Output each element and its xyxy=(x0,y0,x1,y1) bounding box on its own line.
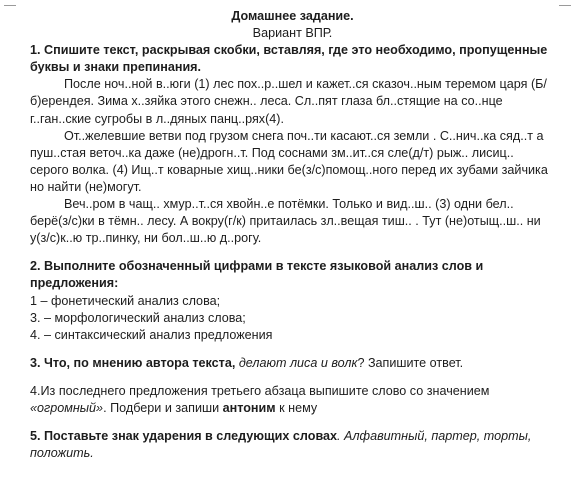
task2-item-1: 1 – фонетический анализ слова; xyxy=(30,293,221,308)
task5 xyxy=(30,428,555,462)
task4-part2: . Подбери и запиши xyxy=(103,400,220,415)
task2-item-2: 3. – морфологический анализ слова; xyxy=(30,310,246,325)
task3 xyxy=(30,355,555,372)
homework-document xyxy=(30,8,555,462)
task1-paragraph-3: Веч..ром в чащ.. хмур..т..ся хвойн..е потёмки. Только и вид..ш.. (3) одни бел.. берё(з/с)ки в тёмн.. лесу. А вокру(г/к) притаилась зл..вещая тиш.. . Тут (не)отыщ..ш.. ни у(з/с)к..ю тр..пинку, ни бол..ш..ю д..рогу. xyxy=(30,197,541,246)
task5-title: 5. Поставьте знак ударения в следующих словах xyxy=(30,429,338,444)
task1-title: 1. Спишите текст, раскрывая скобки, вставляя, где это необходимо, пропущенные буквы и знаки препинания. xyxy=(30,43,548,75)
task4-part3: к нему xyxy=(279,400,318,415)
task4 xyxy=(30,383,555,417)
task5-words: . Алфавитный, партер, торты, положить. xyxy=(30,429,532,461)
task1-paragraph-1: После ноч..ной в..юги (1) лес пох..р..шел и кажет..ся сказоч..ным теремом царя (Б/б)ерендея. Зима х..зяйка этого снежн.. леса. Сл..пят глаза бл..стящие на со..нце г..ган..ские сугробы в л..дяных панц..рях(4). xyxy=(30,77,547,126)
task3-phrase: делают лиса и волк xyxy=(238,355,358,370)
corner-mark-left xyxy=(4,5,16,6)
page-title: Домашнее задание. xyxy=(231,9,354,23)
task4-antonym: антоним xyxy=(222,400,276,415)
task1-paragraph-2: От..желевшие ветви под грузом снега поч..ти касают..ся земли . С..нич..ка сяд..т а пуш..стая веточ..ка даже (не)дрогн..т. Под соснами зм..ит..ся сле(д/т) рыж.. лисиц.. серого волка. (4) Ищ..т коварные хищ..ники бе(з/с)помощ..ного перед их зубами зайчика но найти (не)могут. xyxy=(30,128,548,194)
corner-mark-right xyxy=(559,5,571,6)
task2-item-3: 4. – синтаксический анализ предложения xyxy=(30,327,273,342)
task4-quote: «огромный» xyxy=(30,400,104,415)
task3-prefix: 3. Что, по мнению автора текста, xyxy=(30,355,236,370)
variant-title: Вариант ВПР. xyxy=(252,26,333,41)
task3-suffix: ? Запишите ответ. xyxy=(357,355,464,370)
task2-title: 2. Выполните обозначенный цифрами в тексте языковой анализ слов и предложения: xyxy=(30,259,484,291)
task4-part1: 4.Из последнего предложения третьего абзаца выпишите слово со значением xyxy=(30,383,490,398)
